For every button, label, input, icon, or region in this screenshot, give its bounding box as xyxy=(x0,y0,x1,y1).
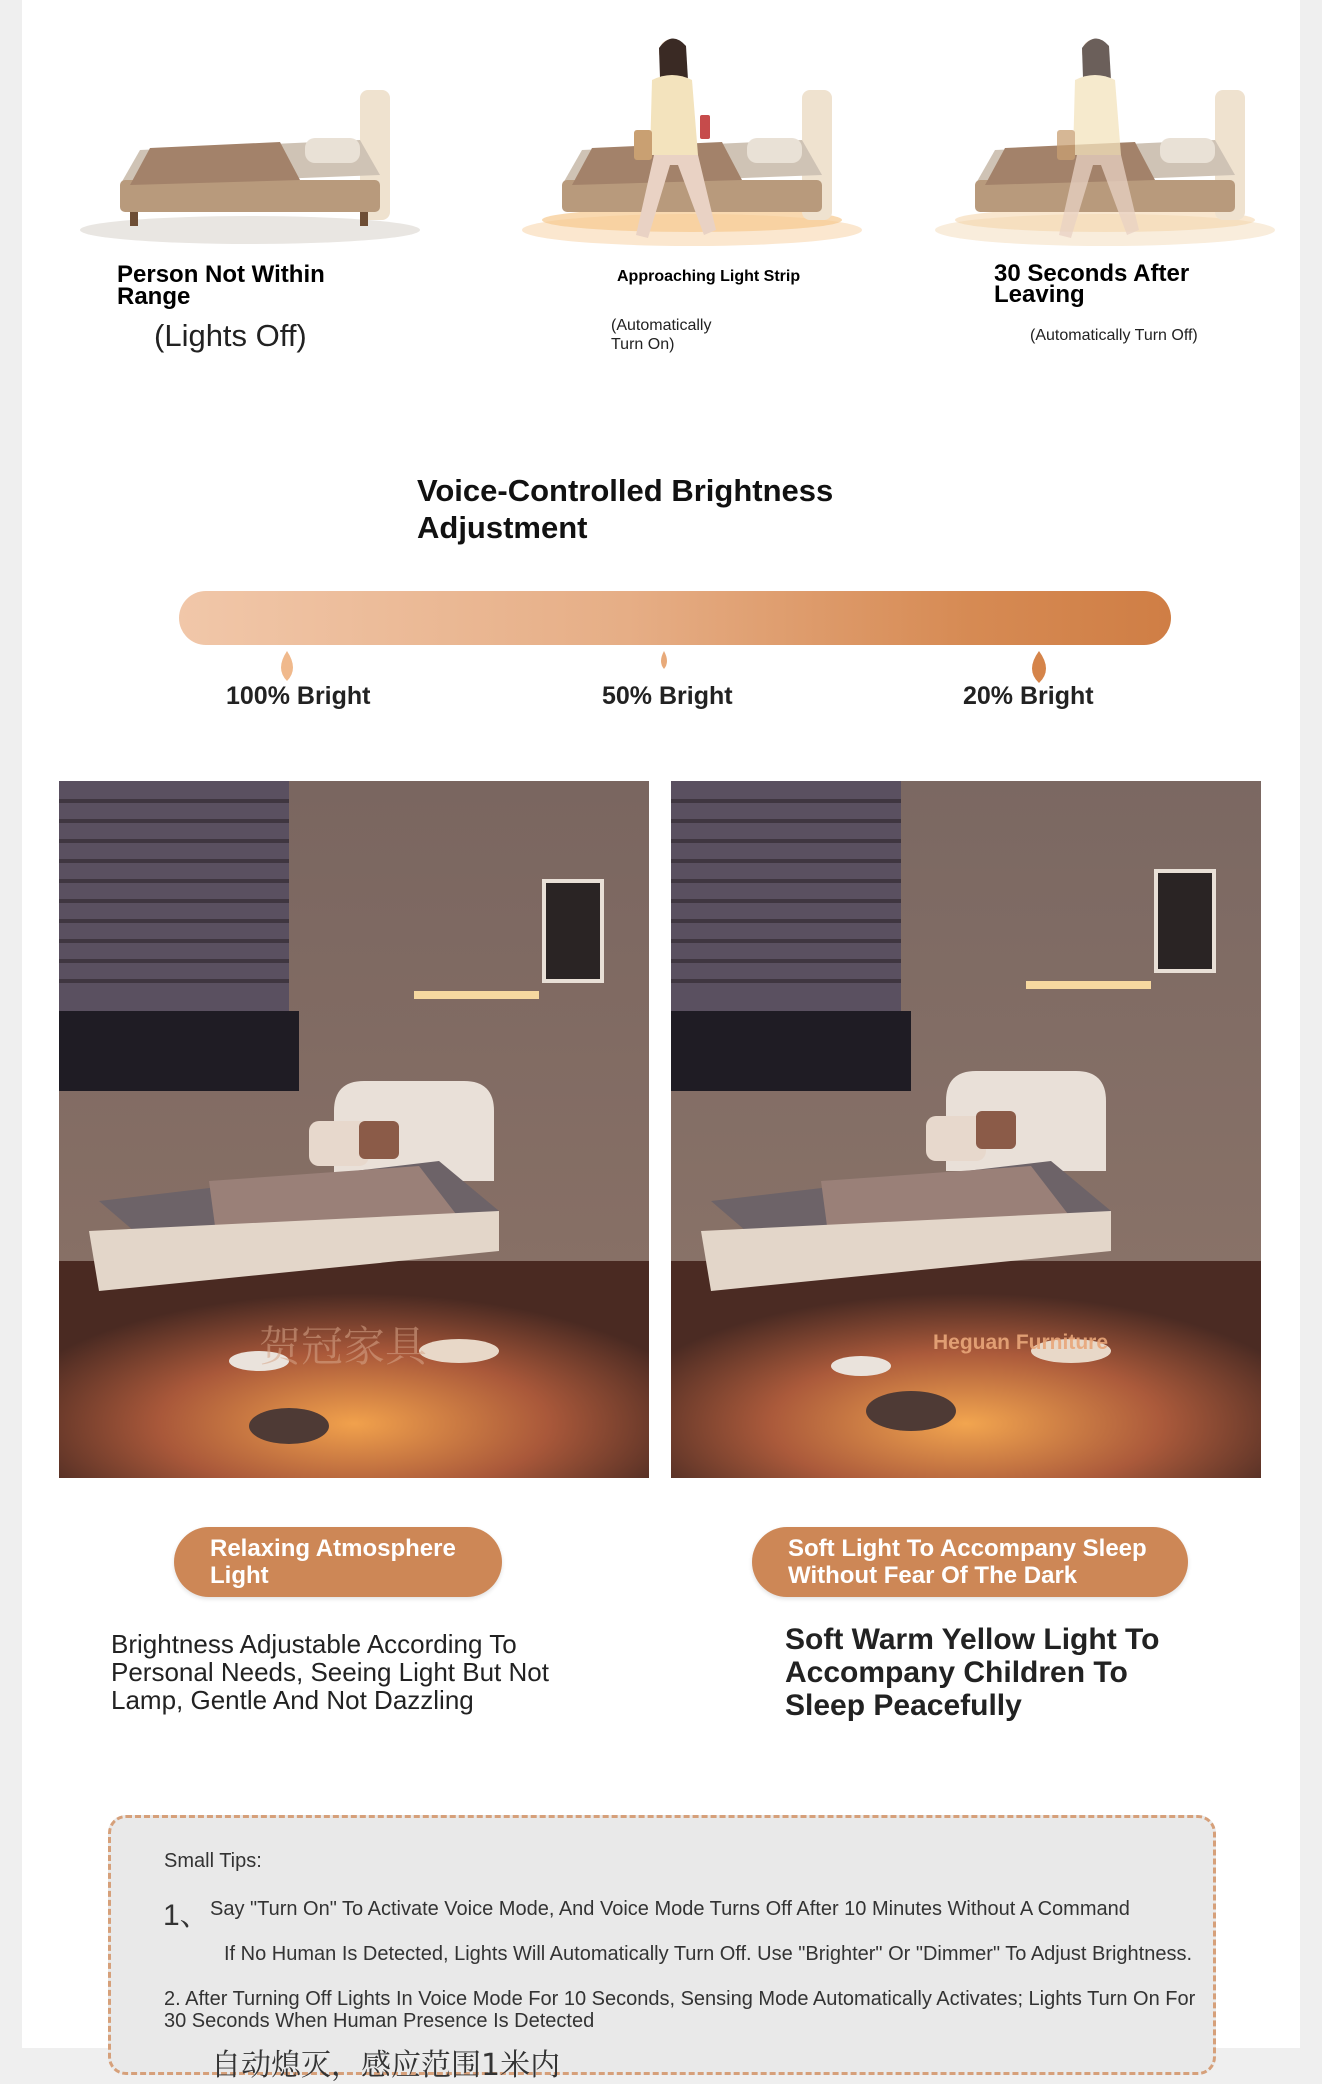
scene-1-subtitle: (Lights Off) xyxy=(154,318,307,353)
scene-2-title: Approaching Light Strip xyxy=(617,268,801,285)
photo-2-watermark: Heguan Furniture xyxy=(933,1331,1109,1354)
scene-3-title: 30 Seconds After Leaving xyxy=(994,260,1190,308)
level-label-50: 50% Bright xyxy=(602,682,733,710)
level-label-100: 100% Bright xyxy=(226,682,371,710)
brightness-gradient-bar xyxy=(179,591,1171,645)
tip-1-number: 1、 xyxy=(163,1899,210,1932)
scene-2-subtitle: (Automatically Turn On) xyxy=(611,317,712,353)
level-label-20: 20% Bright xyxy=(963,682,1094,710)
feature-badge-sleep-label: Soft Light To Accompany Sleep Without Fear Of The Dark xyxy=(788,1535,1147,1589)
tip-3-partial: 自动熄灭，感应范围1米内 xyxy=(211,2048,561,2083)
tip-1-line-1: Say "Turn On" To Activate Voice Mode, And Voice Mode Turns Off After 10 Minutes Without A Command xyxy=(210,1898,1130,1920)
brightness-marker-100-icon xyxy=(275,651,299,683)
bed-after-leaving-illustration xyxy=(915,20,1295,260)
tip-2: 2. After Turning Off Lights In Voice Mode For 10 Seconds, Sensing Mode Automatically Activates; Lights Turn On For 30 Seconds When Human Presence Is Detected xyxy=(164,1988,1196,2032)
feature-badge-relaxing-label: Relaxing Atmosphere Light xyxy=(210,1535,456,1589)
tips-heading: Small Tips: xyxy=(164,1850,262,1872)
voice-brightness-title: Voice-Controlled Brightness Adjustment xyxy=(417,473,834,545)
scene-1-title: Person Not Within Range xyxy=(117,261,325,310)
tip-1-line-2: If No Human Is Detected, Lights Will Automatically Turn Off. Use "Brighter" Or "Dimmer" To Adjust Brightness. xyxy=(224,1943,1193,1965)
bedroom-photo-relaxing xyxy=(59,781,649,1478)
product-detail-page xyxy=(22,0,1300,2083)
scene-3-subtitle: (Automatically Turn Off) xyxy=(1030,327,1198,344)
photo-1-watermark: 贺冠家具 xyxy=(259,1322,428,1371)
feature-description-sleep: Soft Warm Yellow Light To Accompany Children To Sleep Peacefully xyxy=(785,1623,1160,1722)
small-tips-box xyxy=(108,1815,1216,2083)
bedroom-photo-children xyxy=(671,781,1261,1478)
feature-description-relaxing: Brightness Adjustable According To Personal Needs, Seeing Light But Not Lamp, Gentle And Not Dazzling xyxy=(111,1629,549,1715)
bed-approaching-illustration xyxy=(502,20,882,260)
feature-badge-relaxing xyxy=(174,1527,502,1597)
bed-lights-off-illustration xyxy=(60,20,440,260)
brightness-marker-20-icon xyxy=(1025,651,1053,685)
feature-badge-sleep xyxy=(752,1527,1188,1597)
brightness-marker-50-icon xyxy=(658,651,670,671)
